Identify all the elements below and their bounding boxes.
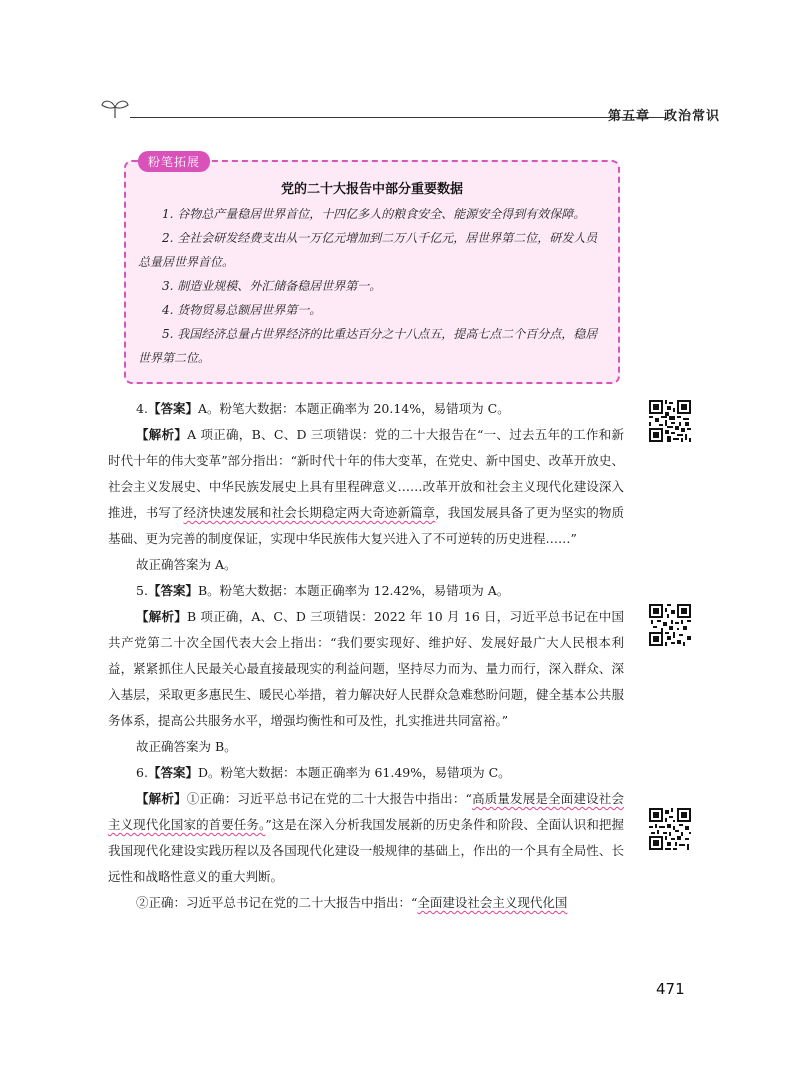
q5-analysis [108, 604, 624, 734]
expand-box-body [138, 202, 604, 370]
q4-answer-text: A。粉笔大数据：本题正确率为 20.14%，易错项为 C。 [197, 401, 510, 416]
chapter-label: 第五章 [607, 109, 650, 124]
q6-highlight: 高质量发展是全面建设社会主义现代化国家的首要任务。 [108, 791, 624, 832]
q6-answer-text: D。粉笔大数据：本题正确率为 61.49%，易错项为 C。 [197, 765, 511, 780]
answer-content [108, 396, 624, 916]
expand-box-tag: 粉笔拓展 [138, 151, 210, 172]
q4-answer [108, 396, 624, 422]
page-number: 471 [656, 980, 685, 998]
q6-number: 6. [136, 765, 148, 780]
page-header [100, 96, 720, 126]
qr-code-icon[interactable] [649, 604, 691, 646]
q6-answer [108, 760, 624, 786]
expand-item: 2. 全社会研发经费支出从一万亿元增加到二万八千亿元，居世界第二位，研发人员总量居世界首位。 [138, 231, 598, 269]
section-label: 政治常识 [663, 109, 720, 124]
q6-point-2-text: ②正确：习近平总书记在党的二十大报告中指出：“ [136, 895, 418, 910]
q4-analysis [108, 422, 624, 552]
q5-answer-text: B。粉笔大数据：本题正确率为 12.42%，易错项为 A。 [197, 583, 510, 598]
q5-answer [108, 578, 624, 604]
q6-analysis-text-end: ”这是在深入分析我国发展新的历史条件和阶段、全面认识和把握我国现代化建设实践历程以及各国现代化建设一般规律的基础上，作出的一个具有全局性、长远性和战略性意义的重大判断。 [108, 817, 624, 884]
q4-conclusion: 故正确答案为 A。 [136, 557, 237, 572]
expand-box-title: 党的二十大报告中部分重要数据 [280, 182, 463, 197]
qr-code-icon[interactable] [649, 400, 691, 442]
q4-analysis-text-end: ，我国发展具备了更为坚实的物质基础、更为完善的制度保证，实现中华民族伟大复兴进入了不可逆转的历史进程……” [108, 505, 624, 546]
q5-analysis-text: B 项正确，A、C、D 三项错误：2022 年 10 月 16 日，习近平总书记在中国共产党第二十次全国代表大会上指出：“我们要实现好、维护好、发展好最广大人民根本利益，紧紧抓住人民最关心最直接最现实的利益问题，坚持尽力而为、量力而行，深入群众、深入基层，采取更多惠民生、暖民心举措，着力解决好人民群众急难愁盼问题，健全基本公共服务体系，提高公共服务水平，增强均衡性和可及性，扎实推进共同富裕。” [108, 609, 624, 728]
q4-analysis-text: A 项正确，B、C、D 三项错误：党的二十大报告在“一、过去五年的工作和新时代十年的伟大变革”部分指出：“新时代十年的伟大变革，在党史、新中国史、改革开放史、社会主义发展史、中华民族发展史上具有里程碑意义……改革开放和社会主义现代化建设深入推进，书写了 [108, 427, 624, 520]
analysis-label: 【解析】 [136, 791, 187, 806]
expand-box [124, 155, 620, 384]
q6-point-2 [108, 890, 624, 916]
answer-label: 【答案】 [147, 401, 198, 416]
q6-analysis-text: ①正确：习近平总书记在党的二十大报告中指出：“ [186, 791, 472, 806]
expand-item: 1. 谷物总产量稳居世界首位，十四亿多人的粮食安全、能源安全得到有效保障。 [162, 207, 586, 221]
expand-item: 4. 货物贸易总额居世界第一。 [162, 303, 322, 317]
q4-number: 4. [136, 401, 148, 416]
expand-item: 5. 我国经济总量占世界经济的比重达百分之十八点五，提高七点二个百分点，稳居世界第二位。 [138, 327, 598, 365]
qr-code-icon[interactable] [649, 808, 691, 850]
sprout-icon [100, 96, 130, 120]
analysis-label: 【解析】 [136, 609, 187, 624]
answer-label: 【答案】 [147, 765, 198, 780]
chapter-heading [608, 105, 720, 124]
q6-analysis [108, 786, 624, 890]
q5-conclusion: 故正确答案为 B。 [136, 739, 237, 754]
q5-number: 5. [136, 583, 148, 598]
q6-point-2-highlight: 全面建设社会主义现代化国 [417, 895, 568, 910]
expand-item: 3. 制造业规模、外汇储备稳居世界第一。 [162, 279, 382, 293]
header-rule [130, 117, 665, 118]
analysis-label: 【解析】 [136, 427, 188, 442]
answer-label: 【答案】 [147, 583, 198, 598]
q4-highlight: 经济快速发展和社会长期稳定两大奇迹新篇章 [183, 505, 436, 520]
